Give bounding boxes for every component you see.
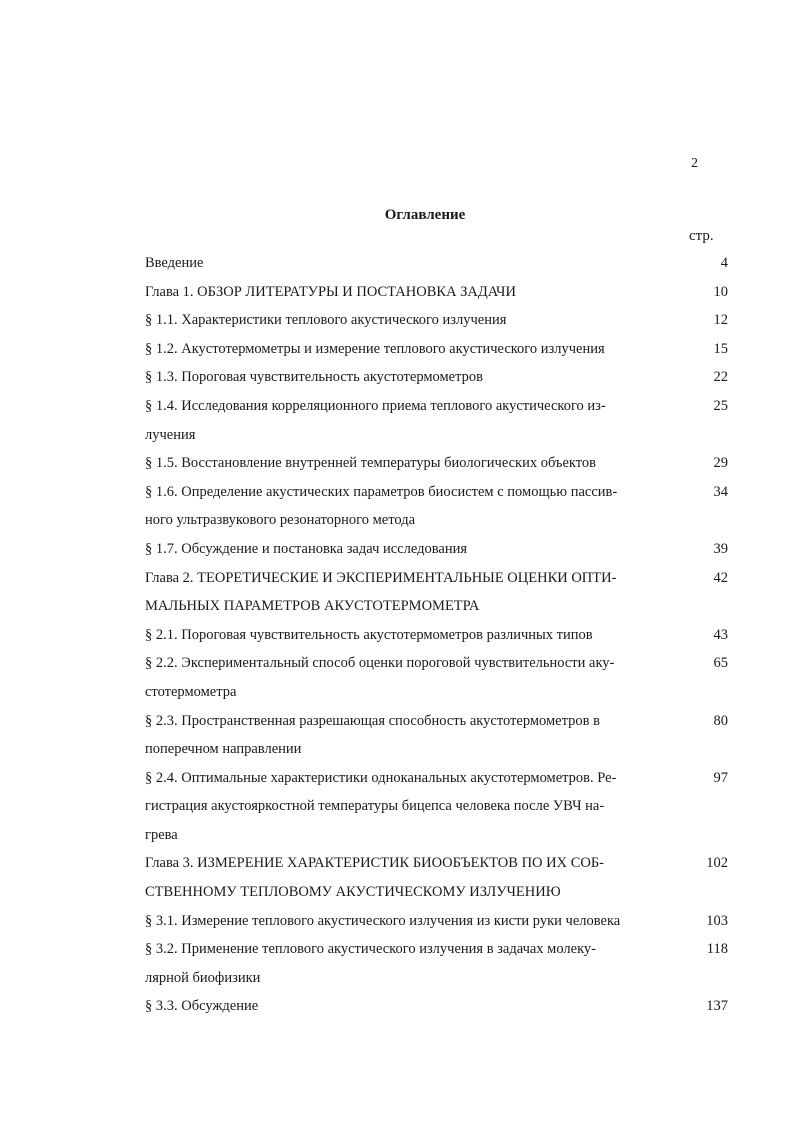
toc-entry-title — [145, 707, 670, 764]
toc-entry-line: Глава 3. ИЗМЕРЕНИЕ ХАРАКТЕРИСТИК БИООБЪЕКТОВ ПО ИХ СОБ- — [145, 855, 605, 872]
toc-entry-title — [145, 278, 670, 307]
toc-entry-title — [145, 249, 670, 278]
toc-entry-line: поперечном направлении — [145, 741, 302, 758]
toc-entry-line: СТВЕННОМУ ТЕПЛОВОМУ АКУСТИЧЕСКОМУ ИЗЛУЧЕНИЮ — [145, 884, 561, 901]
toc-entry-page: 4 — [720, 255, 728, 271]
toc-entry-title — [145, 649, 670, 706]
toc-entry-line: лучения — [145, 426, 196, 443]
toc-entry-line: § 1.1. Характеристики теплового акустического излучения — [145, 312, 507, 329]
toc-entry-page: 22 — [713, 369, 728, 386]
toc-entry-title — [145, 992, 670, 1021]
toc-entry — [145, 992, 728, 1021]
toc-entry — [145, 907, 728, 936]
toc-entry-page: 118 — [706, 941, 728, 958]
toc-entry-line: Глава 1. ОБЗОР ЛИТЕРАТУРЫ И ПОСТАНОВКА ЗАДАЧИ — [145, 283, 516, 300]
toc-entry-title — [145, 935, 670, 992]
toc-entry-page: 137 — [706, 998, 728, 1015]
toc-entry-title — [145, 449, 670, 478]
toc-entry-title — [145, 621, 670, 650]
page-column-label: стр. — [689, 228, 714, 244]
toc-entry-line: гистрация акустояркостной температуры бицепса человека после УВЧ на- — [145, 798, 605, 815]
toc-entry-title — [145, 335, 670, 364]
toc-entry-line: § 1.2. Акустотермометры и измерение теплового акустического излучения — [145, 340, 605, 357]
toc-entry — [145, 849, 728, 906]
toc-entry-page: 15 — [713, 340, 728, 357]
toc-entry — [145, 306, 728, 335]
toc-entry — [145, 278, 728, 307]
page-title: Оглавление — [384, 207, 466, 223]
toc-entry-line: § 2.3. Пространственная разрешающая способность акустотермометров в — [145, 712, 600, 729]
toc-entry — [145, 935, 728, 992]
toc-entry-title — [145, 363, 670, 392]
toc-entry-page: 34 — [713, 483, 728, 500]
toc-entry-page: 102 — [706, 855, 728, 872]
toc-entry-line: § 2.1. Пороговая чувствительность акустотермометров различных типов — [145, 626, 593, 643]
toc-entry-title — [145, 392, 670, 449]
toc-entry — [145, 621, 728, 650]
toc-entry — [145, 535, 728, 564]
toc-entry-line: § 2.2. Экспериментальный способ оценки пороговой чувствительности аку- — [145, 655, 615, 672]
toc-entry — [145, 449, 728, 478]
toc-entry-title — [145, 478, 670, 535]
toc-entry-page: 80 — [713, 712, 728, 729]
table-of-contents — [145, 249, 728, 1021]
toc-entry-title — [145, 849, 670, 906]
toc-entry-line: ного ультразвукового резонаторного метода — [145, 512, 416, 529]
toc-entry — [145, 707, 728, 764]
toc-entry-page: 97 — [713, 769, 728, 786]
toc-entry-line: § 1.6. Определение акустических параметров биосистем с помощью пассив- — [145, 483, 618, 500]
toc-entry-line: § 1.4. Исследования корреляционного приема теплового акустического из- — [145, 397, 606, 414]
toc-entry-line: § 2.4. Оптимальные характеристики одноканальных акустотермометров. Ре- — [145, 769, 617, 786]
toc-entry-title — [145, 535, 670, 564]
toc-entry-line: § 3.1. Измерение теплового акустического излучения из кисти руки человека — [145, 912, 621, 929]
toc-entry — [145, 363, 728, 392]
toc-entry — [145, 564, 728, 621]
toc-entry-line: грева — [145, 826, 178, 843]
toc-entry-line: стотермометра — [145, 683, 237, 700]
toc-entry-line: § 1.7. Обсуждение и постановка задач исследования — [145, 540, 468, 557]
toc-entry-page: 103 — [706, 912, 728, 929]
toc-entry-line: § 1.5. Восстановление внутренней температуры биологических объектов — [145, 455, 597, 472]
toc-entry-line: § 3.2. Применение теплового акустического излучения в задачах молеку- — [145, 941, 597, 958]
toc-entry-title — [145, 764, 670, 850]
page-number: 2 — [691, 156, 698, 171]
toc-entry-page: 43 — [713, 626, 728, 643]
toc-entry-title — [145, 907, 670, 936]
toc-entry-page: 42 — [713, 569, 728, 586]
toc-entry-page: 25 — [713, 397, 728, 414]
toc-entry-title — [145, 306, 670, 335]
toc-entry-line: § 1.3. Пороговая чувствительность акустотермометров — [145, 369, 483, 386]
toc-entry-page: 65 — [713, 655, 728, 672]
toc-entry-line: Глава 2. ТЕОРЕТИЧЕСКИЕ И ЭКСПЕРИМЕНТАЛЬНЫЕ ОЦЕНКИ ОПТИ- — [145, 569, 617, 586]
toc-entry-line: § 3.3. Обсуждение — [145, 998, 259, 1015]
toc-entry — [145, 392, 728, 449]
toc-entry — [145, 478, 728, 535]
toc-entry — [145, 764, 728, 850]
toc-entry — [145, 649, 728, 706]
toc-entry-line: лярной биофизики — [145, 969, 261, 986]
toc-entry-page: 12 — [713, 312, 728, 329]
toc-entry-line: МАЛЬНЫХ ПАРАМЕТРОВ АКУСТОТЕРМОМЕТРА — [145, 598, 480, 615]
toc-entry-line: Введение — [145, 255, 204, 271]
toc-entry-page: 10 — [713, 283, 728, 300]
toc-entry — [145, 335, 728, 364]
toc-entry — [145, 249, 728, 278]
toc-entry-page: 29 — [713, 455, 728, 472]
toc-entry-title — [145, 564, 670, 621]
toc-entry-page: 39 — [713, 540, 728, 557]
